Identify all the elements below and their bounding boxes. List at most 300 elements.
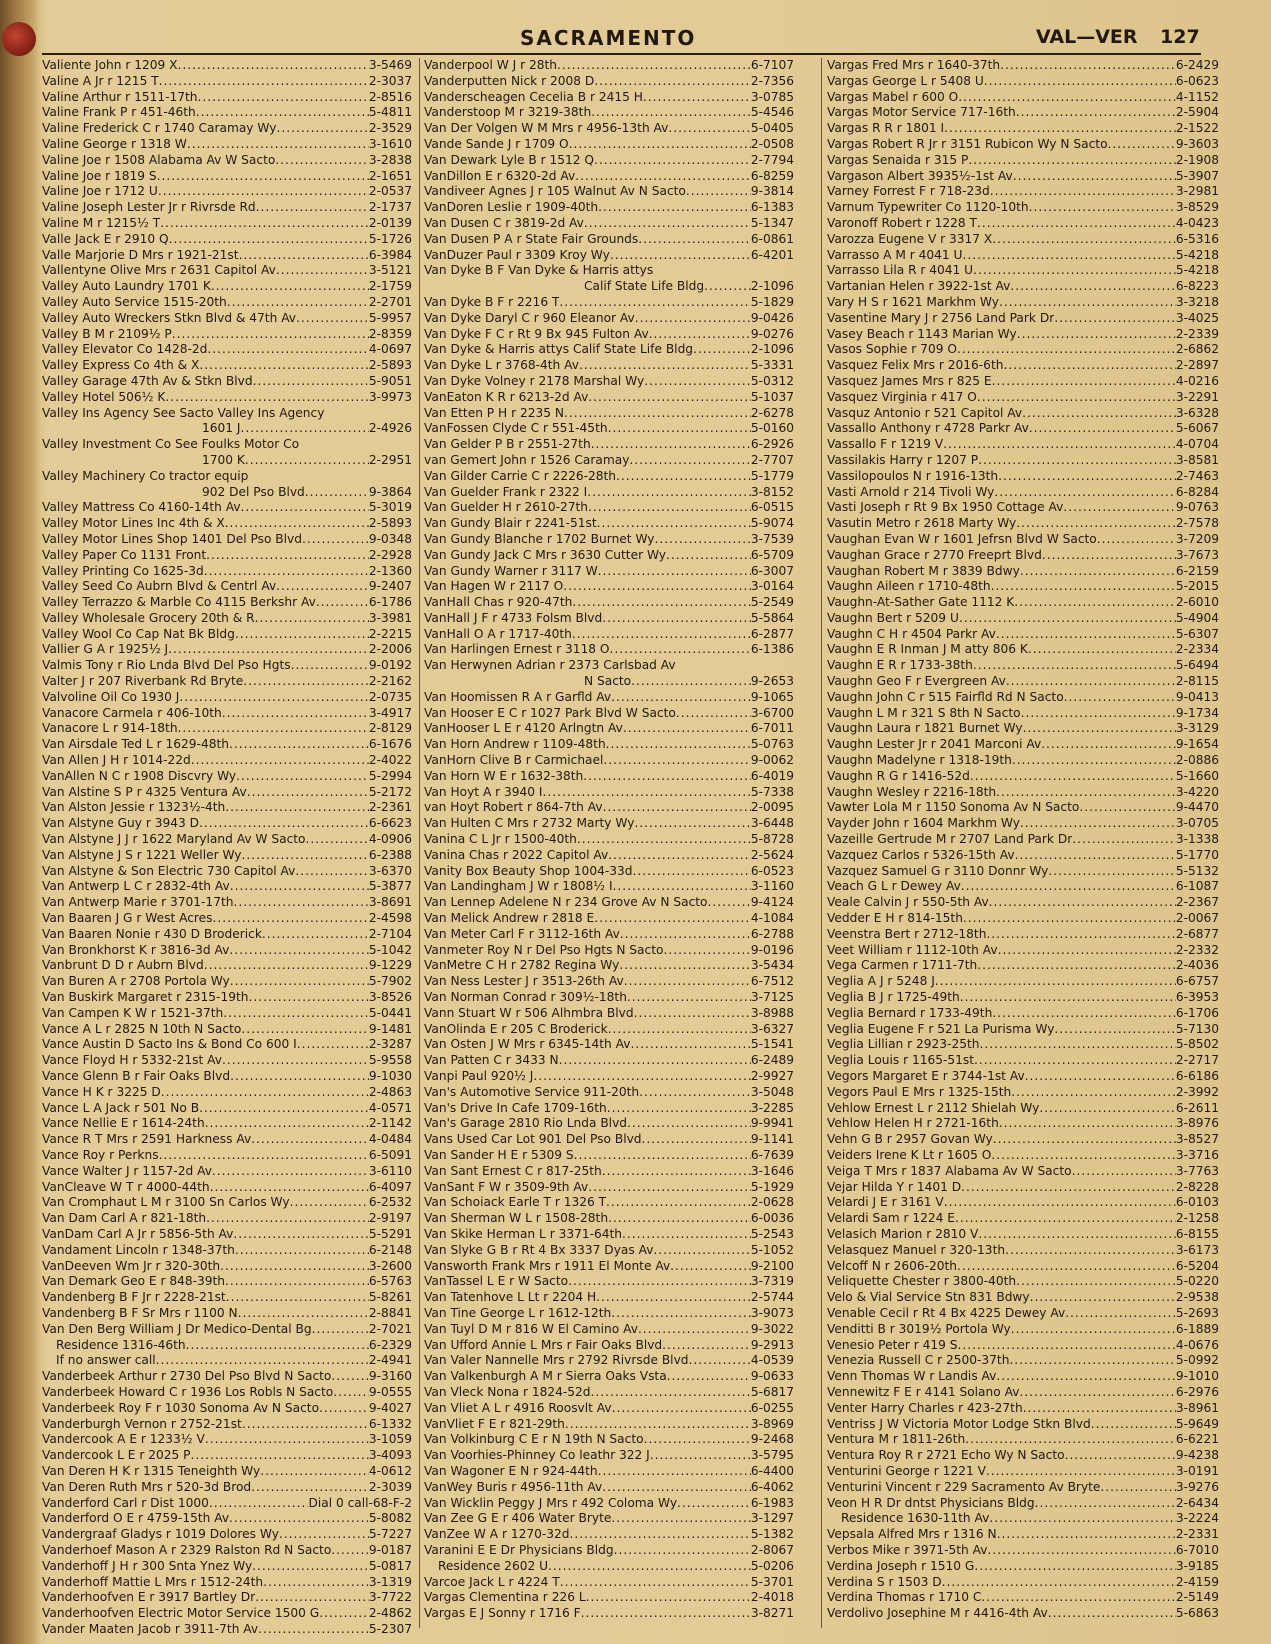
listing-name: Vanina Chas r 2022 Capitol Av	[424, 847, 609, 862]
leader-dots	[670, 1259, 751, 1275]
listing-entry	[827, 1496, 1219, 1512]
leader-dots	[1006, 674, 1176, 690]
listing-entry	[424, 816, 794, 832]
listing-entry	[424, 1338, 794, 1354]
listing-phone: 6-3007	[750, 563, 794, 578]
leader-dots	[577, 832, 751, 848]
listing-phone: 6-4400	[750, 1463, 794, 1478]
listing-phone: 3-1160	[750, 879, 794, 894]
listing-name: Vanderpool W J r 28th	[424, 58, 558, 72]
listing-name: Velasquez Manuel r 320-13th	[827, 1242, 1006, 1257]
leader-dots	[968, 153, 1175, 169]
listing-phone: 2-1096	[750, 279, 794, 294]
listing-entry	[424, 1559, 794, 1575]
listing-phone: 2-2367	[1175, 895, 1219, 910]
listing-entry	[827, 800, 1219, 816]
listing-entry	[424, 769, 794, 785]
listing-name: Vawter Lola M r 1150 Sonoma Av N Sacto	[827, 800, 1080, 815]
listing-name: Vaughn Aileen r 1710-48th	[827, 579, 991, 594]
listing-name: Vazeille Gertrude M r 2707 Land Park Dr	[827, 832, 1073, 847]
listing-entry	[424, 342, 794, 358]
leader-dots	[1063, 500, 1175, 516]
leader-dots	[1020, 816, 1176, 832]
listing-name: Vargas Fred Mrs r 1640-37th	[827, 58, 1001, 72]
listing-entry	[424, 1022, 794, 1038]
listing-entry	[42, 485, 412, 501]
listing-phone: 9-2653	[750, 674, 794, 689]
listing-entry	[827, 1464, 1219, 1480]
listing-entry	[827, 279, 1219, 295]
listing-phone: 2-4863	[368, 1084, 412, 1099]
leader-dots	[1005, 1243, 1176, 1259]
leader-dots	[586, 1590, 751, 1606]
listing-entry	[424, 90, 794, 106]
listing-entry	[424, 1606, 794, 1622]
listing-name: Velardi J E r 3161 V	[827, 1195, 944, 1210]
leader-dots	[591, 437, 751, 453]
listing-name: Van Bronkhorst K r 3816-3d Av	[42, 942, 230, 957]
listing-name: Vallier G A r 1925½ J	[42, 642, 169, 657]
listing-entry	[827, 406, 1219, 422]
listing-phone: 5-2307	[368, 1621, 412, 1636]
leader-dots	[560, 1575, 751, 1591]
listing-entry	[42, 311, 412, 327]
listing-name: Veglia A J r 5248 J	[827, 974, 935, 989]
listing-phone: 6-2926	[750, 437, 794, 452]
listing-entry	[827, 216, 1219, 232]
listing-name: Vaughn-At-Sather Gate 1112 K	[827, 595, 1015, 610]
listing-entry	[42, 1606, 412, 1622]
listing-entry	[827, 1432, 1219, 1448]
listing-phone: Dial 0 call-68-F-2	[308, 1495, 412, 1510]
leader-dots	[996, 785, 1176, 801]
listing-entry	[827, 579, 1219, 595]
listing-phone: 6-2148	[368, 1242, 412, 1257]
listing-phone: 4-0676	[1175, 1337, 1219, 1352]
leader-dots	[986, 927, 1175, 943]
leader-dots	[199, 358, 368, 374]
listing-entry	[42, 579, 412, 595]
listing-entry	[827, 137, 1219, 153]
leader-dots	[211, 279, 369, 295]
listing-name: Vandergraaf Gladys r 1019 Dolores Wy	[42, 1527, 279, 1542]
listing-name: Vanbrunt D D r Aubrn Blvd	[42, 958, 204, 973]
leader-dots	[1003, 358, 1175, 374]
listing-name: Van Zee G E r 406 Water Bryte	[424, 1511, 612, 1526]
listing-name: Vayder John r 1604 Markhm Wy	[827, 816, 1020, 831]
leader-dots	[602, 1480, 751, 1496]
listing-phone: 2-0537	[368, 184, 412, 199]
listing-phone: 9-1734	[1175, 705, 1219, 720]
listing-entry	[424, 1116, 794, 1132]
listing-entry	[827, 58, 1219, 74]
listing-entry	[42, 564, 412, 580]
leader-dots	[235, 1243, 369, 1259]
listing-name: VanSant F W r 3509-9th Av	[424, 1179, 589, 1194]
leader-dots	[962, 248, 1175, 264]
listing-name: Vargas Senaida r 315 P	[827, 152, 969, 167]
listing-name: Vanderhoofven Electric Motor Service 1500 G	[42, 1606, 320, 1621]
listing-entry	[424, 611, 794, 627]
listing-name: Van Baaren Nonie r 430 D Broderick	[42, 926, 262, 941]
listing-phone: 9-0413	[1175, 689, 1219, 704]
listing-entry	[827, 358, 1219, 374]
listing-entry	[42, 1543, 412, 1559]
listing-name: Vander Maaten Jacob r 3911-7th Av	[42, 1621, 259, 1636]
leader-dots	[958, 90, 1176, 106]
leader-dots	[1017, 327, 1176, 343]
listing-phone: 3-8526	[368, 990, 412, 1005]
listing-entry	[42, 1306, 412, 1322]
leader-dots	[290, 1195, 369, 1211]
listing-phone: 5-1541	[750, 1037, 794, 1052]
listing-phone: 3-5121	[368, 263, 412, 278]
listing-entry	[424, 279, 794, 295]
listing-entry	[827, 1543, 1219, 1559]
listing-phone: 6-7512	[750, 974, 794, 989]
listing-name: Vance A L r 2825 N 10th N Sacto	[42, 1021, 242, 1036]
leader-dots	[616, 469, 751, 485]
listing-entry	[827, 1353, 1219, 1369]
listing-entry	[424, 1448, 794, 1464]
listing-phone: 5-0206	[750, 1558, 794, 1573]
listing-entry	[827, 1037, 1219, 1053]
listing-name: Valley Auto Service 1515-20th	[42, 294, 227, 309]
listing-name: Vaughn R G r 1416-52d	[827, 768, 970, 783]
listing-entry	[827, 1417, 1219, 1433]
listing-entry	[827, 295, 1219, 311]
listing-entry	[827, 1606, 1219, 1622]
listing-phone: 3-0705	[1175, 816, 1219, 831]
listing-phone: 6-2976	[1175, 1384, 1219, 1399]
listing-entry	[424, 1211, 794, 1227]
listing-name: Veale Calvin J r 550-5th Av	[827, 895, 989, 910]
leader-dots	[632, 864, 750, 880]
listing-entry	[424, 706, 794, 722]
leader-dots	[610, 248, 751, 264]
listing-name: Vehlow Ernest L r 2112 Shielah Wy	[827, 1100, 1040, 1115]
listing-entry	[424, 1053, 794, 1069]
listing-name: Venturini George r 1221 V	[827, 1463, 986, 1478]
listing-name: Van Dyke B F r 2216 T	[424, 294, 560, 309]
listing-entry	[424, 1385, 794, 1401]
leader-dots	[974, 1053, 1176, 1069]
listing-name: Valine Arthur r 1511-17th	[42, 89, 198, 104]
listing-entry	[424, 200, 794, 216]
listing-name: VanAllen N C r 1908 Discvry Wy	[42, 768, 237, 783]
leader-dots	[977, 958, 1176, 974]
listing-phone: 2-9538	[1175, 1290, 1219, 1305]
listing-phone: 2-8129	[368, 721, 412, 736]
listing-phone: 6-1383	[750, 200, 794, 215]
listing-phone: 2-2339	[1175, 326, 1219, 341]
listing-name: Van Horn W E r 1632-38th	[424, 768, 584, 783]
listing-entry	[424, 595, 794, 611]
listing-entry	[42, 785, 412, 801]
listing-phone: 3-7209	[1175, 531, 1219, 546]
leader-dots	[1023, 721, 1176, 737]
listing-phone: 6-1332	[368, 1416, 412, 1431]
leader-dots	[305, 485, 369, 501]
listing-phone: 6-5204	[1175, 1258, 1219, 1273]
listing-name: Van Dyke Volney r 2178 Marshal Wy	[424, 373, 645, 388]
listing-column-1	[42, 58, 412, 1638]
listing-entry	[424, 1511, 794, 1527]
leader-dots	[1010, 279, 1175, 295]
listing-entry	[827, 1227, 1219, 1243]
listing-name: Vasentine Mary J r 2756 Land Park Dr	[827, 310, 1055, 325]
listing-name: Van Sant Ernest C r 817-25th	[424, 1163, 602, 1178]
leader-dots	[965, 1432, 1176, 1448]
listing-phone: 3-0164	[750, 579, 794, 594]
listing-name: Valley Auto Laundry 1701 K	[42, 279, 211, 294]
listing-name: Van Wicklin Peggy J Mrs r 492 Coloma Wy	[424, 1495, 678, 1510]
listing-entry	[424, 1575, 794, 1591]
listing-phone: 4-0216	[1175, 373, 1219, 388]
leader-dots	[644, 374, 751, 390]
listing-entry	[42, 342, 412, 358]
listing-name: Van Deren Ruth Mrs r 520-3d Brod	[42, 1479, 252, 1494]
listing-name: Verdina S r 1503 D	[827, 1574, 942, 1589]
listing-entry	[42, 327, 412, 343]
listing-entry	[42, 1180, 412, 1196]
leader-dots	[191, 753, 369, 769]
leader-dots	[992, 1006, 1176, 1022]
leader-dots	[331, 1369, 368, 1385]
listing-name: Van Der Volgen W M Mrs r 4956-13th Av	[424, 121, 669, 136]
listing-phone: 6-8223	[1175, 279, 1219, 294]
leader-dots	[161, 1085, 369, 1101]
header-rule	[42, 53, 1201, 55]
listing-entry	[42, 548, 412, 564]
listing-name: Van Volkinburg C E r N 19th N Sacto	[424, 1432, 644, 1447]
listing-entry	[424, 911, 794, 927]
leader-dots	[994, 485, 1175, 501]
listing-name: Velasich Marion r 2810 V	[827, 1226, 979, 1241]
leader-dots	[1016, 105, 1176, 121]
listing-entry	[827, 1053, 1219, 1069]
listing-entry	[424, 1432, 794, 1448]
listing-entry	[424, 295, 794, 311]
leader-dots	[958, 1338, 1176, 1354]
listing-phone: 6-2532	[368, 1195, 412, 1210]
listing-entry	[424, 1290, 794, 1306]
listing-name: Varcoe Jack L r 4224 T	[424, 1574, 560, 1589]
listing-entry	[827, 516, 1219, 532]
listing-phone: 3-0191	[1175, 1463, 1219, 1478]
listing-name: Vanderbeek Arthur r 2730 Del Pso Blvd N Sacto	[42, 1369, 332, 1384]
listing-phone: 5-7130	[1175, 1021, 1219, 1036]
listing-phone: 3-6110	[368, 1163, 412, 1178]
listing-name: Vehlow Helen H r 2721-16th	[827, 1116, 999, 1131]
listing-phone: 5-8261	[368, 1290, 412, 1305]
leader-dots	[569, 137, 751, 153]
leader-dots	[275, 153, 369, 169]
listing-phone: 5-4546	[750, 105, 794, 120]
listing-entry	[42, 1527, 412, 1543]
listing-name: Calif State Life Bldg	[584, 279, 705, 294]
listing-entry	[42, 990, 412, 1006]
leader-dots	[557, 58, 751, 74]
listing-phone: 3-9973	[368, 389, 412, 404]
listing-name: Veglia Lillian r 2923-25th	[827, 1037, 980, 1052]
leader-dots	[204, 958, 369, 974]
listing-name: Van Tine George L r 1612-12th	[424, 1305, 612, 1320]
leader-dots	[1072, 832, 1176, 848]
leader-dots	[596, 1290, 751, 1306]
leader-dots	[251, 1132, 369, 1148]
leader-dots	[204, 564, 369, 580]
listing-entry	[42, 184, 412, 200]
leader-dots	[991, 1148, 1175, 1164]
leader-dots	[213, 911, 369, 927]
leader-dots	[1009, 1353, 1175, 1369]
leader-dots	[1039, 1101, 1176, 1117]
listing-name: Valley Paper Co 1131 Front	[42, 547, 207, 562]
listing-entry	[42, 1116, 412, 1132]
listing-phone: 3-4220	[1175, 784, 1219, 799]
listing-name: VanHall J F r 4733 Folsm Blvd	[424, 610, 603, 625]
listing-phone: 2-1258	[1175, 1211, 1219, 1226]
leader-dots	[233, 895, 368, 911]
listing-entry	[424, 832, 794, 848]
listing-phone: 3-2224	[1175, 1511, 1219, 1526]
leader-dots	[568, 1274, 751, 1290]
listing-entry	[42, 200, 412, 216]
listing-name: Vargason Albert 3935½-1st Av	[827, 168, 1013, 183]
listing-name: Veglia B J r 1725-49th	[827, 990, 960, 1005]
leader-dots	[172, 327, 369, 343]
listing-phone: 2-1142	[368, 1116, 412, 1131]
leader-dots	[650, 1448, 751, 1464]
listing-phone: 2-1651	[368, 168, 412, 183]
listing-name: Van Etten P H r 2235 N	[424, 405, 564, 420]
leader-dots	[243, 674, 369, 690]
listing-entry	[827, 532, 1219, 548]
listing-entry	[42, 1353, 412, 1369]
leader-dots	[220, 1259, 369, 1275]
leader-dots	[944, 121, 1176, 137]
listing-phone: 2-5744	[750, 1290, 794, 1305]
listing-phone: 3-6327	[750, 1021, 794, 1036]
leader-dots	[603, 800, 751, 816]
listing-phone: 6-6221	[1175, 1432, 1219, 1447]
listing-entry	[827, 1575, 1219, 1591]
listing-phone: 5-9558	[368, 1053, 412, 1068]
leader-dots	[614, 1543, 751, 1559]
listing-name: Veglia Eugene F r 521 La Purisma Wy	[827, 1021, 1055, 1036]
leader-dots	[196, 105, 369, 121]
listing-phone: 5-2015	[1175, 579, 1219, 594]
listing-name: Valley Motor Lines Inc 4th & X	[42, 516, 225, 531]
listing-phone: 2-0886	[1175, 753, 1219, 768]
listing-name: Verdina Joseph r 1510 G	[827, 1558, 975, 1573]
listing-name: Vega Carmen r 1711-7th	[827, 958, 978, 973]
listing-name: Varrasso A M r 4041 U	[827, 247, 963, 262]
listing-entry	[827, 674, 1219, 690]
listing-entry	[827, 1448, 1219, 1464]
leader-dots	[978, 1227, 1176, 1243]
listing-entry	[827, 1259, 1219, 1275]
listing-entry	[42, 1243, 412, 1259]
listing-phone: 6-4062	[750, 1479, 794, 1494]
leader-dots	[1100, 1480, 1175, 1496]
leader-dots	[1108, 137, 1176, 153]
listing-name: Vaughn C H r 4504 Parkr Av	[827, 626, 996, 641]
listing-name: Venditti B r 3019½ Portola Wy	[827, 1321, 1011, 1336]
listing-entry	[42, 911, 412, 927]
listing-phone: 9-1481	[368, 1021, 412, 1036]
listing-phone: 5-1660	[1175, 768, 1219, 783]
leader-dots	[999, 1116, 1176, 1132]
listing-name: Valley Express Co 4th & X	[42, 358, 200, 373]
listing-entry	[424, 1480, 794, 1496]
leader-dots	[981, 1590, 1175, 1606]
listing-phone: 2-2701	[368, 294, 412, 309]
leader-dots	[199, 816, 369, 832]
listing-entry	[424, 1543, 794, 1559]
leader-dots	[935, 974, 1176, 990]
listing-entry	[42, 816, 412, 832]
listing-entry	[42, 169, 412, 185]
listing-phone: 5-3019	[368, 500, 412, 515]
listing-name: Varnum Typewriter Co 1120-10th	[827, 200, 1029, 215]
leader-dots	[1035, 1496, 1176, 1512]
listing-name: Vandament Lincoln r 1348-37th	[42, 1242, 235, 1257]
listing-name: VanEaton K R r 6213-2d Av	[424, 389, 589, 404]
leader-dots	[572, 627, 751, 643]
listing-name: Vassallo F r 1219 V	[827, 437, 944, 452]
listing-phone: 5-1829	[750, 294, 794, 309]
listing-phone: 3-5469	[368, 58, 412, 72]
listing-phone: 6-1786	[368, 595, 412, 610]
leader-dots	[989, 895, 1176, 911]
listing-phone: 3-1610	[368, 136, 412, 151]
listing-phone: 4-0539	[750, 1353, 794, 1368]
leader-dots	[594, 74, 751, 90]
listing-name: Venesio Peter r 419 S	[827, 1337, 958, 1352]
listing-phone: 2-3287	[368, 1037, 412, 1052]
listing-entry	[42, 864, 412, 880]
listing-phone: 3-6173	[1175, 1242, 1219, 1257]
listing-name: Valley B M r 2109½ P	[42, 326, 172, 341]
listing-entry	[424, 437, 794, 453]
listing-entry	[827, 1590, 1219, 1606]
listing-name: Vans Used Car Lot 901 Del Pso Blvd	[424, 1132, 642, 1147]
listing-entry	[42, 1211, 412, 1227]
listing-phone: 2-9927	[750, 1069, 794, 1083]
leader-dots	[583, 769, 751, 785]
listing-name: Valine Joseph Lester Jr r Rivrsde Rd	[42, 200, 256, 215]
listing-phone: 5-0441	[368, 1005, 412, 1020]
listing-name: Van Gundy Blair r 2241-51st	[424, 516, 597, 531]
listing-name: Vaughn Lester Jr r 2041 Marconi Av	[827, 737, 1042, 752]
listing-name: van Hoyt Robert r 864-7th Av	[424, 800, 603, 815]
listing-entry	[42, 295, 412, 311]
listing-phone: 9-0633	[750, 1369, 794, 1384]
leader-dots	[178, 721, 369, 737]
listing-phone: 5-8502	[1175, 1037, 1219, 1052]
listing-phone: 2-4862	[368, 1606, 412, 1621]
leader-dots	[276, 121, 368, 137]
listing-phone: 5-5291	[368, 1226, 412, 1241]
listing-entry	[424, 105, 794, 121]
listing-name: Van Alstyne Guy r 3943 D	[42, 816, 200, 831]
listing-name: Residence 1316-46th	[56, 1337, 186, 1352]
leader-dots	[957, 1259, 1176, 1275]
leader-dots	[247, 785, 369, 801]
listing-name: Vandenberg B F Jr r 2228-21st	[42, 1290, 226, 1305]
